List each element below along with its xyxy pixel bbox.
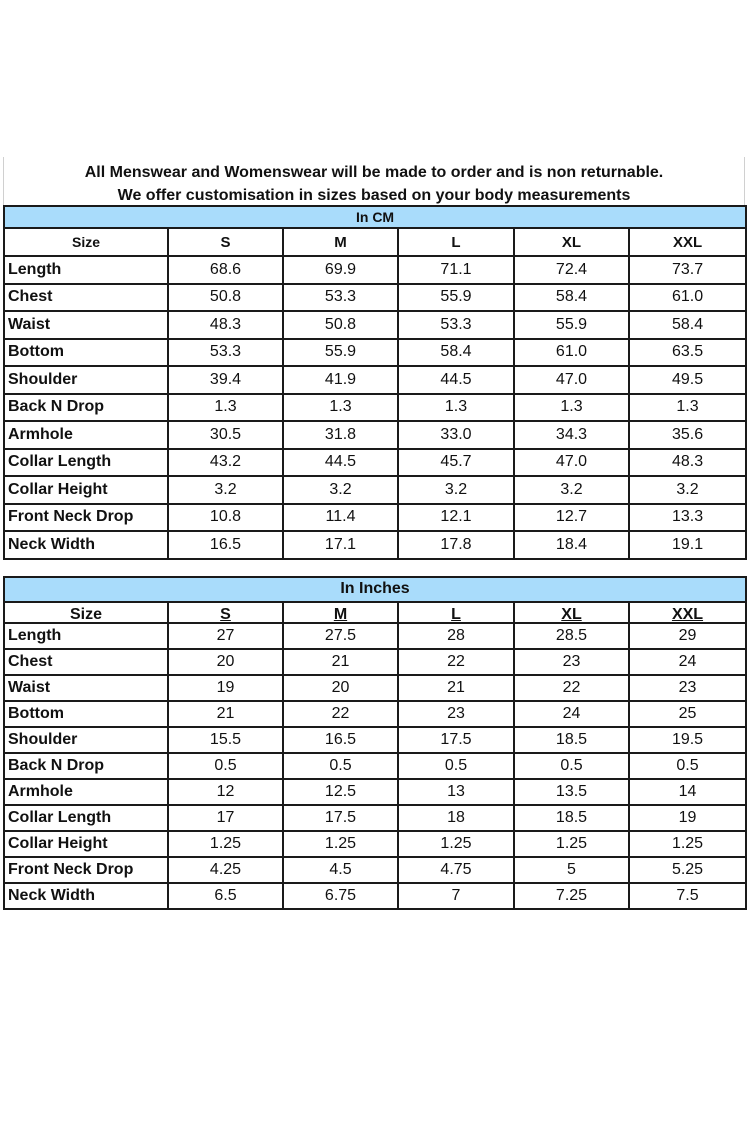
measurement-label: Shoulder	[4, 727, 168, 753]
measurement-value: 23	[398, 701, 514, 727]
table-row	[4, 311, 746, 339]
measurement-value: 24	[514, 701, 629, 727]
measurement-value: 19	[168, 675, 283, 701]
measurement-value: 71.1	[398, 256, 514, 284]
measurement-label: Front Neck Drop	[4, 857, 168, 883]
measurement-label: Length	[4, 256, 168, 284]
measurement-label: Bottom	[4, 339, 168, 367]
measurement-label: Collar Height	[4, 476, 168, 504]
order-notice	[3, 157, 745, 205]
size-header-text: L	[451, 233, 461, 251]
size-header-xxl	[629, 228, 746, 256]
measurement-value: 41.9	[283, 366, 398, 394]
notice-line-2: We offer customisation in sizes based on your body measurements	[117, 187, 631, 204]
size-header-text: XL	[561, 605, 582, 623]
table-row	[4, 649, 746, 675]
measurement-value: 3.2	[283, 476, 398, 504]
measurement-value: 17	[168, 805, 283, 831]
measurement-label: Chest	[4, 649, 168, 675]
measurement-value: 53.3	[283, 284, 398, 312]
measurement-value: 12.1	[398, 504, 514, 532]
measurement-label: Waist	[4, 675, 168, 701]
measurement-value: 4.25	[168, 857, 283, 883]
measurement-value: 20	[283, 675, 398, 701]
measurement-value: 1.3	[629, 394, 746, 422]
measurement-label: Neck Width	[4, 531, 168, 559]
size-header-text: XXL	[671, 605, 704, 623]
measurement-value: 1.25	[168, 831, 283, 857]
measurement-value: 47.0	[514, 366, 629, 394]
measurement-value: 1.25	[398, 831, 514, 857]
measurement-value: 61.0	[629, 284, 746, 312]
measurement-value: 55.9	[283, 339, 398, 367]
table-row	[4, 504, 746, 532]
measurement-value: 7.25	[514, 883, 629, 909]
measurement-value: 3.2	[398, 476, 514, 504]
measurement-value: 27	[168, 623, 283, 649]
measurement-value: 0.5	[283, 753, 398, 779]
measurement-value: 24	[629, 649, 746, 675]
measurement-value: 45.7	[398, 449, 514, 477]
measurement-value: 0.5	[629, 753, 746, 779]
measurement-label: Collar Length	[4, 805, 168, 831]
measurement-value: 13.5	[514, 779, 629, 805]
measurement-label: Neck Width	[4, 883, 168, 909]
measurement-value: 18	[398, 805, 514, 831]
measurement-value: 21	[398, 675, 514, 701]
measurement-value: 20	[168, 649, 283, 675]
measurement-value: 43.2	[168, 449, 283, 477]
size-header-s	[168, 602, 283, 623]
measurement-value: 63.5	[629, 339, 746, 367]
measurement-value: 3.2	[168, 476, 283, 504]
measurement-value: 27.5	[283, 623, 398, 649]
notice-line-1: All Menswear and Womenswear will be made to order and is non returnable.	[84, 164, 664, 181]
table-row	[4, 753, 746, 779]
table-row	[4, 805, 746, 831]
size-header-text: S	[220, 233, 231, 251]
measurement-value: 12.7	[514, 504, 629, 532]
measurement-value: 17.8	[398, 531, 514, 559]
size-header-s	[168, 228, 283, 256]
measurement-label: Back N Drop	[4, 394, 168, 422]
measurement-value: 58.4	[629, 311, 746, 339]
size-header-text: L	[451, 605, 461, 623]
measurement-value: 34.3	[514, 421, 629, 449]
measurement-value: 23	[629, 675, 746, 701]
table-row	[4, 623, 746, 649]
measurement-value: 1.3	[514, 394, 629, 422]
table-row	[4, 394, 746, 422]
measurement-value: 1.3	[283, 394, 398, 422]
measurement-value: 72.4	[514, 256, 629, 284]
measurement-value: 49.5	[629, 366, 746, 394]
table-row	[4, 339, 746, 367]
measurement-value: 50.8	[283, 311, 398, 339]
measurement-value: 35.6	[629, 421, 746, 449]
measurement-value: 25	[629, 701, 746, 727]
measurement-value: 44.5	[398, 366, 514, 394]
inches-table-title: In Inches	[4, 577, 746, 602]
measurement-value: 29	[629, 623, 746, 649]
measurement-value: 3.2	[629, 476, 746, 504]
measurement-label: Shoulder	[4, 366, 168, 394]
measurement-value: 0.5	[398, 753, 514, 779]
measurement-label: Front Neck Drop	[4, 504, 168, 532]
measurement-value: 6.75	[283, 883, 398, 909]
size-header-l	[398, 228, 514, 256]
size-header-text: S	[220, 605, 231, 623]
measurement-value: 15.5	[168, 727, 283, 753]
size-header-text: XXL	[672, 233, 703, 251]
measurement-value: 68.6	[168, 256, 283, 284]
measurement-label: Waist	[4, 311, 168, 339]
measurement-value: 48.3	[629, 449, 746, 477]
table-row	[4, 531, 746, 559]
inches-title-band	[4, 577, 746, 602]
measurement-value: 23	[514, 649, 629, 675]
size-header-xl	[514, 602, 629, 623]
table-row	[4, 857, 746, 883]
cm-header-row	[4, 228, 746, 256]
measurement-value: 47.0	[514, 449, 629, 477]
measurement-value: 17.1	[283, 531, 398, 559]
measurement-value: 1.3	[168, 394, 283, 422]
measurement-value: 13	[398, 779, 514, 805]
table-row	[4, 256, 746, 284]
measurement-value: 61.0	[514, 339, 629, 367]
measurement-value: 19.1	[629, 531, 746, 559]
table-row	[4, 449, 746, 477]
measurement-value: 28	[398, 623, 514, 649]
measurement-value: 31.8	[283, 421, 398, 449]
measurement-value: 21	[168, 701, 283, 727]
measurement-value: 12	[168, 779, 283, 805]
measurement-value: 6.5	[168, 883, 283, 909]
size-column-header: Size	[4, 228, 168, 256]
measurement-value: 16.5	[283, 727, 398, 753]
table-row	[4, 883, 746, 909]
measurement-value: 18.4	[514, 531, 629, 559]
table-row	[4, 701, 746, 727]
measurement-value: 3.2	[514, 476, 629, 504]
measurement-value: 55.9	[398, 284, 514, 312]
size-chart-sheet	[3, 157, 745, 910]
table-row	[4, 675, 746, 701]
table-row	[4, 366, 746, 394]
measurement-value: 14	[629, 779, 746, 805]
measurement-value: 5	[514, 857, 629, 883]
cm-size-table	[3, 205, 747, 560]
size-column-header: Size	[4, 602, 168, 623]
table-row	[4, 727, 746, 753]
measurement-value: 39.4	[168, 366, 283, 394]
measurement-value: 18.5	[514, 805, 629, 831]
measurement-value: 10.8	[168, 504, 283, 532]
measurement-value: 7.5	[629, 883, 746, 909]
measurement-value: 13.3	[629, 504, 746, 532]
measurement-value: 33.0	[398, 421, 514, 449]
inch-size-table	[3, 576, 747, 910]
measurement-value: 1.25	[514, 831, 629, 857]
measurement-value: 12.5	[283, 779, 398, 805]
size-header-m	[283, 602, 398, 623]
measurement-value: 11.4	[283, 504, 398, 532]
measurement-value: 73.7	[629, 256, 746, 284]
measurement-value: 22	[283, 701, 398, 727]
size-header-l	[398, 602, 514, 623]
measurement-value: 4.5	[283, 857, 398, 883]
measurement-value: 5.25	[629, 857, 746, 883]
measurement-label: Armhole	[4, 779, 168, 805]
measurement-value: 58.4	[514, 284, 629, 312]
measurement-value: 55.9	[514, 311, 629, 339]
measurement-value: 22	[514, 675, 629, 701]
table-row	[4, 476, 746, 504]
measurement-value: 7	[398, 883, 514, 909]
size-header-xl	[514, 228, 629, 256]
measurement-label: Back N Drop	[4, 753, 168, 779]
measurement-value: 21	[283, 649, 398, 675]
measurement-value: 19.5	[629, 727, 746, 753]
measurement-label: Collar Length	[4, 449, 168, 477]
table-row	[4, 779, 746, 805]
measurement-value: 1.25	[629, 831, 746, 857]
size-header-text: M	[333, 605, 348, 623]
measurement-label: Armhole	[4, 421, 168, 449]
table-row	[4, 831, 746, 857]
inches-header-row	[4, 602, 746, 623]
measurement-value: 1.3	[398, 394, 514, 422]
measurement-value: 22	[398, 649, 514, 675]
measurement-value: 17.5	[283, 805, 398, 831]
measurement-label: Chest	[4, 284, 168, 312]
size-header-xxl	[629, 602, 746, 623]
measurement-label: Bottom	[4, 701, 168, 727]
size-header-text: M	[334, 233, 347, 251]
measurement-value: 58.4	[398, 339, 514, 367]
table-row	[4, 421, 746, 449]
measurement-value: 30.5	[168, 421, 283, 449]
measurement-value: 50.8	[168, 284, 283, 312]
measurement-value: 28.5	[514, 623, 629, 649]
measurement-value: 53.3	[168, 339, 283, 367]
measurement-label: Length	[4, 623, 168, 649]
measurement-value: 69.9	[283, 256, 398, 284]
cm-table-title: In CM	[4, 206, 746, 228]
measurement-value: 0.5	[514, 753, 629, 779]
measurement-value: 0.5	[168, 753, 283, 779]
cm-title-band	[4, 206, 746, 228]
measurement-value: 19	[629, 805, 746, 831]
measurement-value: 44.5	[283, 449, 398, 477]
measurement-value: 4.75	[398, 857, 514, 883]
size-header-m	[283, 228, 398, 256]
size-header-text: XL	[561, 233, 582, 251]
measurement-value: 18.5	[514, 727, 629, 753]
table-row	[4, 284, 746, 312]
measurement-value: 16.5	[168, 531, 283, 559]
measurement-value: 17.5	[398, 727, 514, 753]
measurement-value: 53.3	[398, 311, 514, 339]
measurement-label: Collar Height	[4, 831, 168, 857]
measurement-value: 1.25	[283, 831, 398, 857]
measurement-value: 48.3	[168, 311, 283, 339]
